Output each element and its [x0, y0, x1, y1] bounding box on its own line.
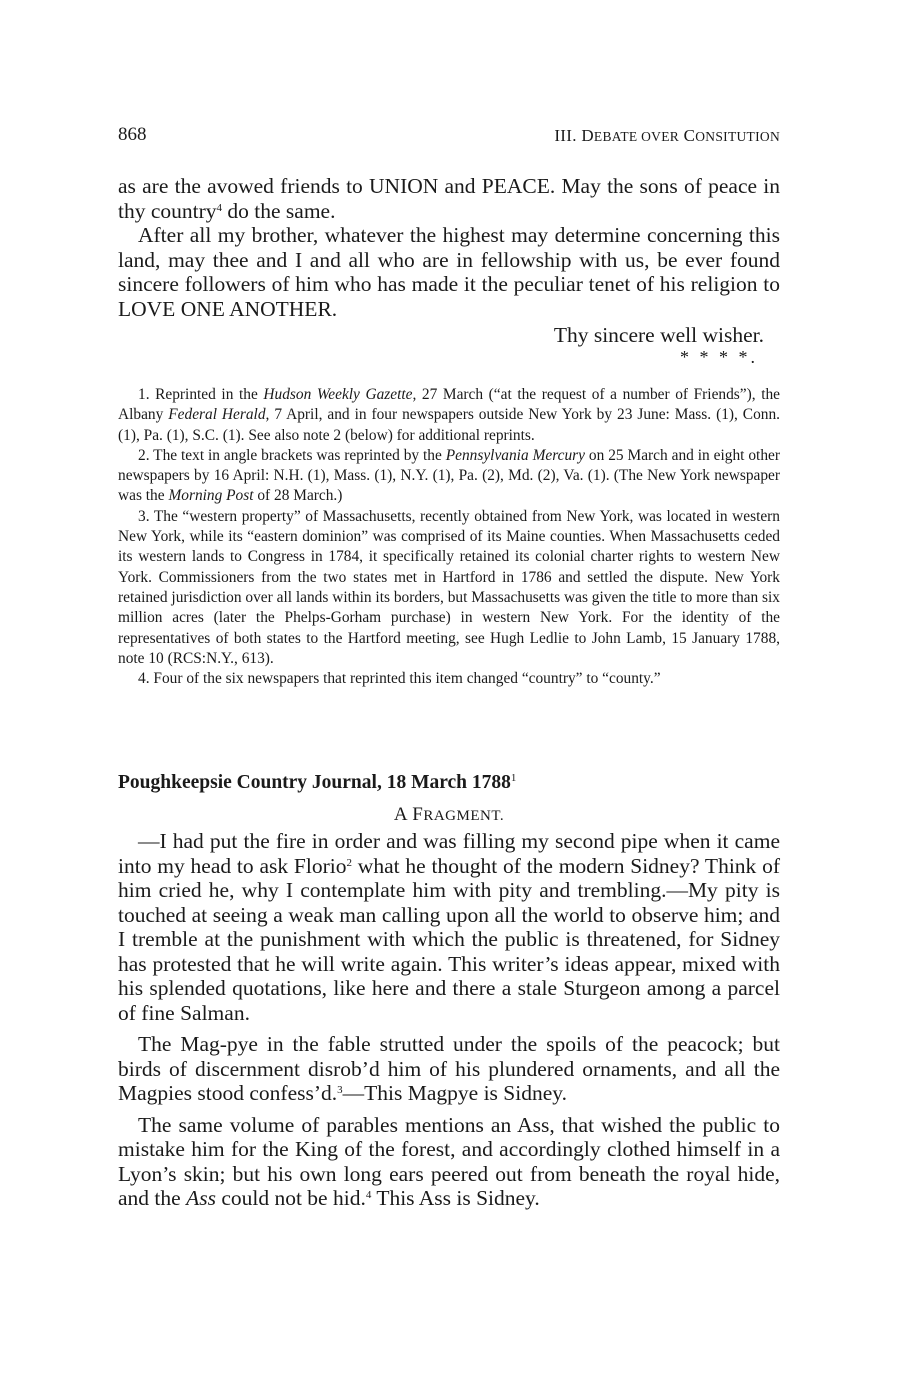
text-run: The same volume of parables mentions an Ass, that wished the public to mistake him for the King of the forest, and accordingly clothed himself in a Lyon’s skin; but his own long ears peered out from beneath the royal hide, and the [118, 1112, 780, 1210]
letter-signoff: Thy sincere well wisher. [553, 323, 764, 347]
letter-signature: * * * *. [680, 346, 758, 367]
footnote: 4. Four of the six newspapers that reprinted this item changed “country” to “county.” [138, 670, 661, 688]
text-run: 27 March (“at the request of a number of Friends”), the Albany [118, 386, 780, 424]
text-run: what he thought of the modern Sidney? Think of him cried he, why I contemplate him with pity and trembling.—My pity is touched at seeing a weak man calling upon all the world to observe him; and I tremble at the punishment with which the public is threatened, for Sidney has protested that he will write again. This writer’s ideas appear, mixed with his splended quotations, like here and there a stale Sturgeon among a parcel of fine Salman. [118, 853, 781, 1025]
text-run: 1. Reprinted in the [138, 386, 264, 403]
letter-paragraph: After all my brother, whatever the highest may determine concerning this land, may thee and I and all who are in fellowship with us, be ever found sincere followers of him who has made it the peculiar tenet of his religion to LOVE ONE ANOTHER. [118, 223, 780, 321]
fragment-paragraph [118, 829, 780, 1025]
footnote-ref: 2 [346, 856, 352, 869]
letter-paragraph [118, 174, 780, 223]
running-head-part: C [683, 126, 696, 145]
footnote-ref: 4 [216, 201, 223, 214]
text-run: The Mag-pye in the fable strutted under the spoils of the peacock; but birds of discernment disrob’d him of his plundered ornaments, and all the Magpies stood confess’d. [118, 1032, 780, 1105]
running-head-part: III. [554, 126, 577, 145]
letter-text [118, 174, 780, 366]
footnotes [118, 385, 780, 689]
fragment-paragraph [118, 1032, 780, 1106]
text-run: on 25 March and in eight other newspapers by 16 April: N.H. (1), Mass. (1), N.Y. (1), Pa. (2), Md. (2), Va. (1). (The New York newspaper was the [118, 446, 780, 505]
footnote-ref: 3 [337, 1084, 343, 1096]
emphasis: Ass [186, 1186, 216, 1210]
text-run: —I had put the fire in order and was filling my second pipe when it came into my head to ask Florio [118, 829, 780, 878]
fragment-heading [118, 804, 780, 826]
text-run: —This Magpye is Sidney. [342, 1081, 567, 1105]
newspaper-title: Pennsylvania Mercury [445, 446, 585, 464]
footnote-ref: 1 [510, 772, 517, 784]
section-title [118, 772, 516, 794]
text-run: of 28 March.) [253, 487, 343, 505]
footnote [118, 446, 780, 507]
running-head-part: ONSITUTION [695, 129, 780, 144]
newspaper-title: Hudson Weekly Gazette, [263, 386, 417, 403]
running-head-part: EBATE OVER [593, 129, 680, 144]
running-head [554, 126, 780, 146]
footnote [118, 385, 780, 446]
page-header [118, 124, 780, 148]
text-run: This Ass is Sidney. [371, 1186, 540, 1210]
text-run: as are the avowed friends to UNION and PEACE. May the sons of peace in thy country [118, 174, 780, 223]
newspaper-title: Morning Post [168, 487, 254, 505]
footnote: 3. The “western property” of Massachusetts, recently obtained from New York, was located in western New York, while its “eastern dominion” was comprised of its Maine counties. When Massachusetts ceded its western lands to Congress in 1784, it specifically retained its colonial charter rights to western New York. Commissioners from the two states met in Hartford in 1786 and settled the dispute. New York retained jurisdiction over all lands within its borders, but Massachusetts was given the title to more than six million acres (later the Phelps-Gorham purchase) in western New York. For the identity of the representatives of both states to the Hartford meeting, see Hugh Ledlie to John Lamb, 15 January 1788, note 10 (RCS:N.Y., 613). [118, 507, 780, 667]
footnote-ref: 4 [365, 1189, 372, 1201]
text-run: A F [393, 804, 424, 825]
text-run: do the same. [222, 198, 336, 223]
fragment-text [118, 829, 780, 1211]
newspaper-title: Federal Herald, [168, 406, 270, 424]
text-run: 2. The text in angle brackets was reprinted by the [138, 446, 446, 464]
running-head-part: D [581, 126, 594, 145]
text-run: RAGMENT. [423, 808, 505, 824]
text-run: Poughkeepsie Country Journal, 18 March 1788 [118, 772, 511, 793]
fragment-paragraph [118, 1113, 780, 1211]
text-run: 7 April, and in four newspapers outside New York by 23 June: Mass. (1), Conn. (1), Pa. (1), S.C. (1). See also note 2 (below) for additional reprints. [118, 406, 781, 444]
text-run: could not be hid. [215, 1186, 366, 1210]
page-number: 868 [118, 124, 147, 145]
